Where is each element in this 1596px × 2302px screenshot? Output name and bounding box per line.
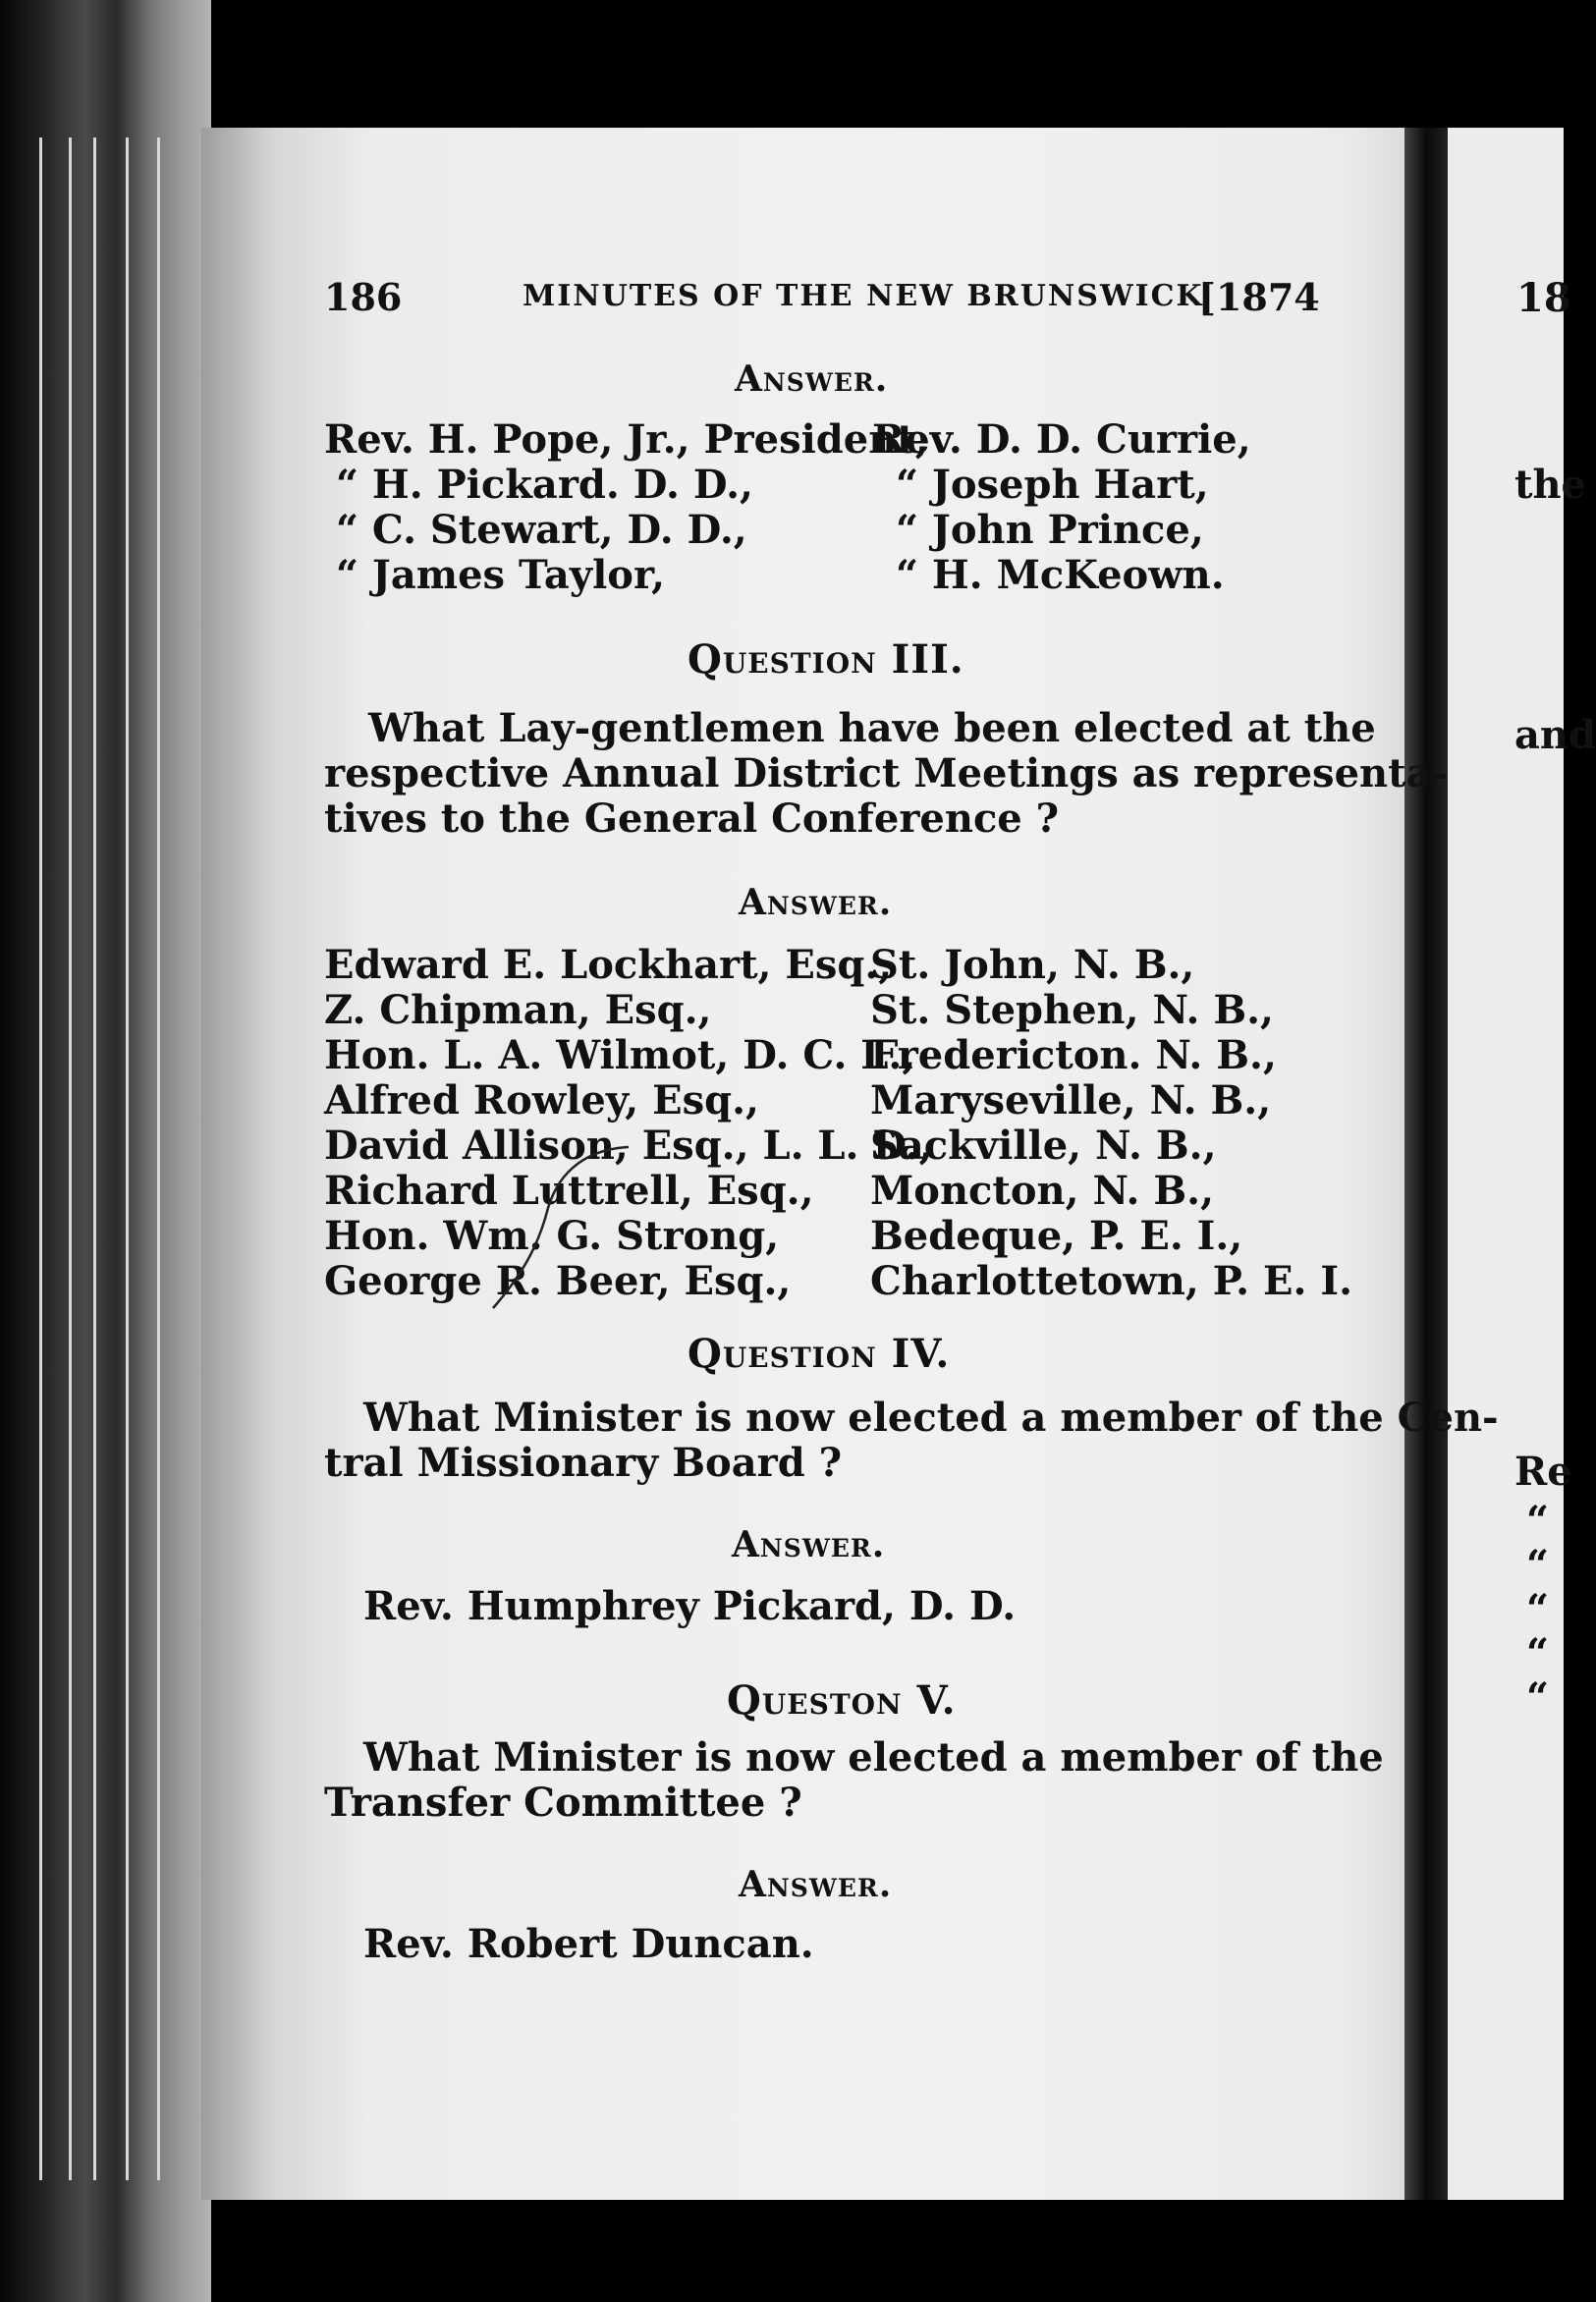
list-item: Rev. D. D. Currie, [872, 416, 1251, 463]
list-item: “ C. Stewart, D. D., [336, 507, 747, 553]
list-item: Edward E. Lockhart, Esq., [324, 942, 893, 988]
list-item: Maryseville, N. B., [870, 1077, 1272, 1124]
list-item: Moncton, N. B., [870, 1168, 1214, 1214]
page-edge-line [39, 137, 42, 2180]
year: [1874 [1198, 275, 1320, 319]
question-text: respective Annual District Meetings as representa- [324, 750, 1449, 796]
list-item: Charlottetown, P. E. I. [870, 1258, 1352, 1304]
list-item: St. Stephen, N. B., [870, 987, 1274, 1033]
next-page-text: the [1514, 462, 1587, 508]
question-heading: Question IV. [688, 1331, 951, 1377]
list-item: Fredericton. N. B., [870, 1032, 1277, 1078]
next-page-text: “ [1526, 1498, 1550, 1544]
list-item: David Allison, Esq., L. L. D., [324, 1123, 933, 1169]
list-item: “ John Prince, [896, 507, 1204, 553]
list-item: “ H. Pickard. D. D., [336, 462, 753, 508]
list-item: Alfred Rowley, Esq., [324, 1077, 759, 1124]
next-page-text: “ [1526, 1586, 1550, 1632]
question-text: Transfer Committee ? [324, 1780, 802, 1826]
handwritten-mark [481, 1139, 648, 1316]
next-page-text: 18 [1516, 275, 1571, 321]
next-page-text: Re [1514, 1449, 1572, 1495]
answer-heading: Answer. [739, 882, 893, 923]
list-item: Hon. L. A. Wilmot, D. C. L., [324, 1032, 916, 1078]
list-item: “ James Taylor, [336, 552, 666, 598]
lay-gentlemen-places [870, 943, 1352, 1304]
minister-list-right [872, 417, 1251, 598]
list-item: George R. Beer, Esq., [324, 1258, 792, 1304]
next-page-text: and [1514, 712, 1596, 758]
running-title: MINUTES OF THE NEW BRUNSWICK [523, 279, 1204, 313]
question-text: What Minister is now elected a member of the Cen- [363, 1395, 1499, 1441]
question-heading: Queston V. [727, 1677, 957, 1724]
list-item: Z. Chipman, Esq., [324, 987, 712, 1033]
question-text: tives to the General Conference ? [324, 795, 1060, 842]
page-edge-line [126, 137, 129, 2180]
question-text: What Lay-gentlemen have been elected at the [368, 705, 1376, 751]
book-gutter [1404, 128, 1448, 2200]
next-page-text: “ [1526, 1674, 1550, 1721]
page-edge-line [69, 137, 72, 2180]
book-edge [0, 0, 211, 2302]
list-item: St. John, N. B., [870, 942, 1195, 988]
list-item: Bedeque, P. E. I., [870, 1213, 1243, 1259]
list-item: “ H. McKeown. [896, 552, 1225, 598]
next-page-text: “ [1526, 1630, 1550, 1676]
minister-list-left [324, 417, 929, 598]
list-item: Rev. H. Pope, Jr., President, [324, 416, 929, 463]
answer-text: Rev. Humphrey Pickard, D. D. [363, 1583, 1017, 1629]
question-heading: Question III. [688, 636, 964, 683]
page-edge-line [157, 137, 160, 2180]
page-number: 186 [324, 275, 403, 319]
question-text: tral Missionary Board ? [324, 1440, 843, 1486]
list-item: Sackville, N. B., [870, 1123, 1217, 1169]
answer-text: Rev. Robert Duncan. [363, 1921, 814, 1967]
list-item: “ Joseph Hart, [896, 462, 1209, 508]
next-page-text: “ [1526, 1542, 1550, 1588]
list-item: Hon. Wm. G. Strong, [324, 1213, 780, 1259]
next-page-fragment [1448, 128, 1596, 2200]
answer-heading: Answer. [735, 358, 889, 400]
list-item: Richard Luttrell, Esq., [324, 1168, 814, 1214]
answer-heading: Answer. [732, 1524, 886, 1565]
answer-heading: Answer. [739, 1864, 893, 1905]
question-text: What Minister is now elected a member of the [363, 1734, 1384, 1781]
page-edge-line [93, 137, 96, 2180]
